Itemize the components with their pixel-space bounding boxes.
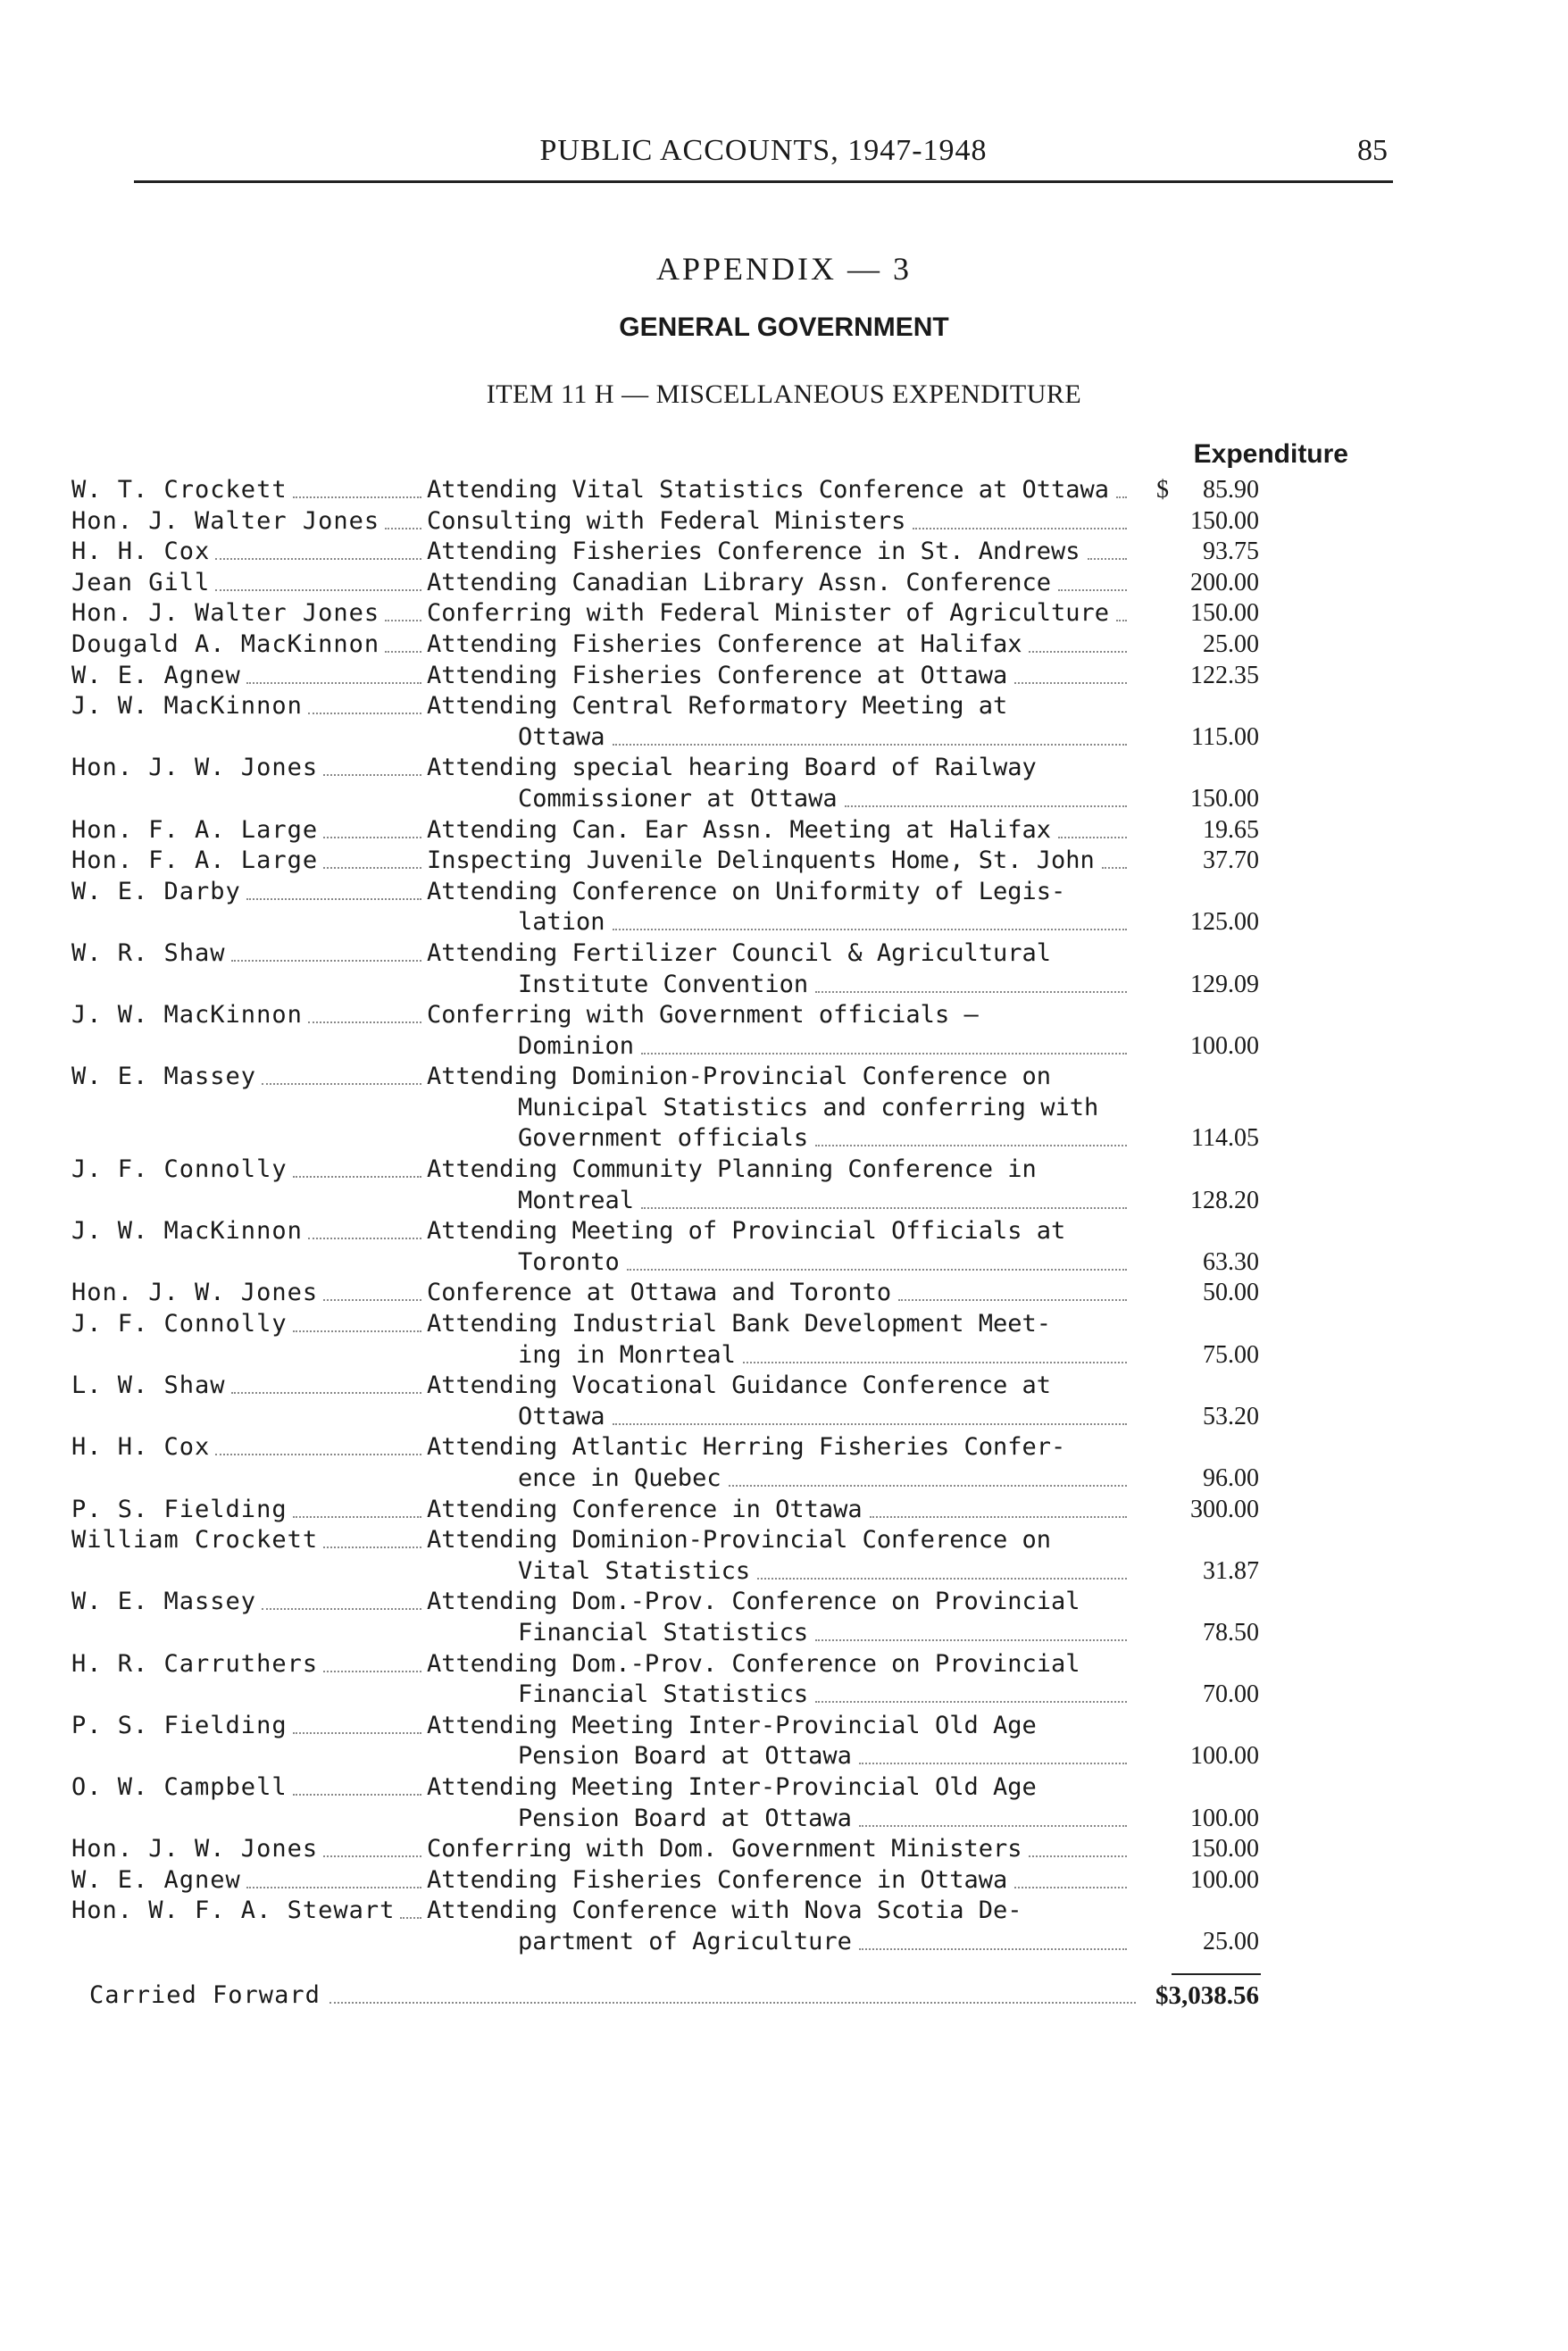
entry-continuation-row — [0, 784, 1568, 815]
leader-dots — [308, 1216, 421, 1239]
carried-forward-total: $3,038.56 — [1155, 1981, 1259, 2010]
entry-row — [0, 1896, 1568, 1927]
entry-description: Attending Can. Ear Assn. Meeting at Halifax — [427, 815, 1051, 844]
entry-row — [0, 1216, 1568, 1247]
leader-dots — [323, 1649, 421, 1672]
entry-row — [0, 1587, 1568, 1618]
leader-dots — [845, 784, 1127, 807]
leader-dots — [323, 1834, 421, 1857]
entry-row — [0, 1309, 1568, 1340]
leader-dots — [1116, 475, 1127, 498]
entry-amount: 100.00 — [1190, 1031, 1259, 1060]
entry-continuation-row — [0, 1031, 1568, 1063]
entry-name: Hon. J. W. Jones — [71, 754, 319, 782]
entry-row — [0, 691, 1568, 722]
entry-name: J. W. MacKinnon — [71, 1001, 303, 1030]
leader-dots — [323, 815, 421, 838]
entry-row — [0, 1772, 1568, 1804]
entry-description: lation — [518, 908, 605, 937]
leader-dots — [215, 568, 421, 591]
entry-row — [0, 506, 1568, 538]
entry-description: Conferring with Dom. Government Ministers — [427, 1835, 1022, 1863]
leader-dots — [293, 1495, 421, 1518]
leader-dots — [293, 1155, 421, 1178]
entry-amount: 300.00 — [1190, 1495, 1259, 1523]
entry-amount: 150.00 — [1190, 599, 1259, 628]
entry-amount: 75.00 — [1203, 1340, 1259, 1369]
leader-dots — [246, 1865, 421, 1888]
entry-continuation-row — [0, 1186, 1568, 1217]
entry-amount: 63.30 — [1203, 1247, 1259, 1276]
entry-row — [0, 1278, 1568, 1309]
entry-description: Attending Vital Statistics Conference at Ottawa — [427, 476, 1110, 504]
entry-row — [0, 1371, 1568, 1402]
entry-name: P. S. Fielding — [71, 1495, 288, 1523]
entry-description: Vital Statistics — [518, 1556, 751, 1585]
entry-row — [0, 753, 1568, 784]
leader-dots — [293, 475, 421, 498]
entry-description: Attending Dom.-Prov. Conference on Provincial — [427, 1649, 1080, 1678]
entry-continuation-row — [0, 1093, 1568, 1124]
entry-description: Conferring with Government officials — — [427, 1001, 979, 1030]
entry-row — [0, 1834, 1568, 1865]
entry-description: Commissioner at Ottawa — [518, 784, 838, 813]
leader-dots — [293, 1772, 421, 1796]
entry-amount: 96.00 — [1203, 1464, 1259, 1492]
entry-description: Toronto — [518, 1247, 620, 1276]
entry-row — [0, 1865, 1568, 1897]
leader-dots — [262, 1062, 421, 1085]
entry-amount: 114.05 — [1191, 1124, 1259, 1153]
entry-row — [0, 877, 1568, 908]
entry-name: William Crockett — [71, 1526, 319, 1555]
leader-dots — [859, 1927, 1127, 1950]
entry-description: Attending Fertilizer Council & Agricultural — [427, 938, 1051, 967]
leader-dots — [385, 598, 421, 621]
entry-amount: 50.00 — [1203, 1279, 1259, 1307]
entry-amount: 125.00 — [1190, 908, 1259, 937]
entry-description: Attending Community Planning Conference in — [427, 1155, 1037, 1184]
leader-dots — [385, 506, 421, 529]
leader-dots — [231, 1371, 421, 1394]
entry-description: Pension Board at Ottawa — [518, 1804, 852, 1832]
entry-amount: 25.00 — [1203, 629, 1259, 658]
entry-name: H. H. Cox — [71, 1433, 211, 1462]
entry-description: Attending Conference in Ottawa — [427, 1495, 863, 1523]
entry-row — [0, 598, 1568, 629]
entry-description: Financial Statistics — [518, 1680, 809, 1709]
entry-description: Financial Statistics — [518, 1618, 809, 1647]
leader-dots — [613, 907, 1127, 930]
entry-amount: 150.00 — [1190, 506, 1259, 535]
entry-continuation-row — [0, 1804, 1568, 1835]
entry-name: L. W. Shaw — [71, 1371, 226, 1400]
entry-amount: 150.00 — [1190, 1835, 1259, 1863]
entry-continuation-row — [0, 1340, 1568, 1371]
entry-continuation-row — [0, 1123, 1568, 1155]
entry-name: Dougald A. MacKinnon — [71, 629, 380, 658]
entry-continuation-row — [0, 722, 1568, 754]
leader-dots — [293, 1711, 421, 1734]
leader-dots — [1116, 598, 1127, 621]
entry-amount: 129.09 — [1190, 970, 1259, 998]
entry-row — [0, 661, 1568, 692]
entry-name: W. T. Crockett — [71, 476, 288, 504]
leader-dots — [246, 661, 421, 684]
entry-amount: 31.87 — [1203, 1556, 1259, 1585]
entry-name: W. E. Massey — [71, 1588, 257, 1616]
leader-dots — [308, 1000, 421, 1023]
entry-description: Attending Industrial Bank Development Meet- — [427, 1310, 1051, 1338]
entry-description: Consulting with Federal Ministers — [427, 506, 906, 535]
entry-continuation-row — [0, 1741, 1568, 1772]
entry-amount: 150.00 — [1190, 784, 1259, 813]
entry-name: P. S. Fielding — [71, 1711, 288, 1739]
entry-amount: 53.20 — [1203, 1402, 1259, 1430]
entry-amount: 100.00 — [1190, 1804, 1259, 1832]
leader-dots — [815, 1680, 1127, 1703]
entry-amount: 25.00 — [1203, 1927, 1259, 1955]
leader-dots — [627, 1247, 1127, 1271]
entry-name: H. R. Carruthers — [71, 1649, 319, 1678]
entry-description: Attending Dominion-Provincial Conference on — [427, 1063, 1051, 1091]
entry-description: Montreal — [518, 1186, 635, 1214]
entry-row — [0, 1649, 1568, 1680]
leader-dots — [323, 846, 421, 869]
entry-description: Attending Dominion-Provincial Conference on — [427, 1526, 1051, 1555]
leader-dots — [613, 1402, 1127, 1425]
section-title: GENERAL GOVERNMENT — [619, 313, 949, 342]
entry-row — [0, 815, 1568, 846]
entry-description: Attending Vocational Guidance Conference at — [427, 1371, 1051, 1400]
entry-name: J. F. Connolly — [71, 1155, 288, 1184]
entry-description: Attending Fisheries Conference at Halifax — [427, 629, 1022, 658]
entry-description: Ottawa — [518, 722, 605, 751]
entry-row — [0, 1000, 1568, 1031]
entry-amount: 200.00 — [1190, 568, 1259, 596]
leader-dots — [308, 691, 421, 714]
leader-dots — [215, 1432, 421, 1455]
leader-dots — [215, 537, 421, 560]
entry-description: Attending Meeting Inter-Provincial Old Age — [427, 1711, 1037, 1739]
entry-description: Dominion — [518, 1031, 635, 1060]
entry-name: Hon. J. W. Jones — [71, 1835, 319, 1863]
entry-description: Attending Canadian Library Assn. Conference — [427, 568, 1051, 596]
entry-name: J. W. MacKinnon — [71, 692, 303, 721]
leader-dots — [757, 1556, 1127, 1580]
entry-description: Attending Meeting Inter-Provincial Old Age — [427, 1772, 1037, 1801]
entry-description: Attending Fisheries Conference at Ottawa — [427, 661, 1008, 689]
leader-dots — [323, 1525, 421, 1548]
entry-description: Attending special hearing Board of Railway — [427, 754, 1037, 782]
entry-continuation-row — [0, 1927, 1568, 1958]
leader-dots — [859, 1804, 1127, 1827]
entry-row — [0, 568, 1568, 599]
leader-dots — [641, 1031, 1127, 1055]
entry-description: Attending Fisheries Conference in Ottawa — [427, 1865, 1008, 1894]
entry-row — [0, 1495, 1568, 1526]
entry-description: Attending Central Reformatory Meeting at — [427, 692, 1008, 721]
entry-row — [0, 1525, 1568, 1556]
leader-dots — [1058, 815, 1127, 838]
entry-name: Hon. F. A. Large — [71, 815, 319, 844]
leader-dots — [1029, 1834, 1127, 1857]
leader-dots — [815, 1123, 1127, 1146]
entry-name: W. E. Agnew — [71, 661, 241, 689]
entry-row — [0, 629, 1568, 661]
leader-dots — [1102, 846, 1127, 869]
entry-row — [0, 1432, 1568, 1463]
entry-amount: 115.00 — [1191, 722, 1259, 751]
entry-row — [0, 1711, 1568, 1742]
entry-description: Attending Atlantic Herring Fisheries Confer- — [427, 1433, 1066, 1462]
leader-dots — [859, 1741, 1127, 1764]
leader-dots — [1029, 629, 1127, 653]
entry-description: Conference at Ottawa and Toronto — [427, 1279, 892, 1307]
entry-continuation-row — [0, 1680, 1568, 1711]
leader-dots — [400, 1896, 421, 1919]
leader-dots — [231, 938, 421, 962]
item-title: ITEM 11 H — MISCELLANEOUS EXPENDITURE — [486, 379, 1082, 409]
leader-dots — [323, 753, 421, 776]
leader-dots — [913, 506, 1127, 529]
entry-row — [0, 537, 1568, 568]
entry-name: Hon. W. F. A. Stewart — [71, 1897, 396, 1925]
leader-dots — [323, 1278, 421, 1301]
entry-amount: 128.20 — [1190, 1186, 1259, 1214]
leader-dots — [1014, 1865, 1127, 1888]
entry-description: Attending Meeting of Provincial Officials at — [427, 1217, 1066, 1246]
leader-dots — [729, 1463, 1127, 1487]
appendix-title: APPENDIX — 3 — [655, 251, 912, 287]
leader-dots — [743, 1340, 1127, 1363]
entry-name: Hon. J. Walter Jones — [71, 599, 380, 628]
entry-description: Institute Convention — [518, 970, 809, 998]
entry-name: J. F. Connolly — [71, 1310, 288, 1338]
leader-dots — [898, 1278, 1127, 1301]
leader-dots — [1088, 537, 1128, 560]
leader-dots — [1014, 661, 1127, 684]
entry-description: Attending Fisheries Conference in St. Andrews — [427, 538, 1080, 566]
leader-dots — [329, 1980, 1136, 2004]
dollar-sign: $ — [1156, 476, 1169, 504]
leader-dots — [262, 1587, 421, 1610]
entry-row — [0, 846, 1568, 877]
entry-amount: 37.70 — [1203, 846, 1259, 875]
entry-name: W. E. Agnew — [71, 1865, 241, 1894]
entry-continuation-row — [0, 1618, 1568, 1649]
entry-continuation-row — [0, 1402, 1568, 1433]
entry-row — [0, 1155, 1568, 1186]
entry-description: Pension Board at Ottawa — [518, 1742, 852, 1771]
entry-description: partment of Agriculture — [518, 1927, 852, 1955]
entry-amount: 93.75 — [1203, 538, 1259, 566]
page-number: 85 — [1357, 134, 1388, 167]
entry-amount: 78.50 — [1203, 1618, 1259, 1647]
entry-description: Ottawa — [518, 1402, 605, 1430]
entry-amount: 70.00 — [1203, 1680, 1259, 1709]
leader-dots — [293, 1309, 421, 1332]
entry-amount: 100.00 — [1190, 1865, 1259, 1894]
leader-dots — [613, 722, 1127, 746]
entry-name: H. H. Cox — [71, 538, 211, 566]
entry-name: W. E. Massey — [71, 1063, 257, 1091]
entry-description: Attending Conference on Uniformity of Legis- — [427, 877, 1066, 905]
running-title: PUBLIC ACCOUNTS, 1947-1948 — [539, 134, 988, 167]
entry-name: J. W. MacKinnon — [71, 1217, 303, 1246]
entry-description: Inspecting Juvenile Delinquents Home, St. John — [427, 846, 1095, 875]
entry-row — [0, 1062, 1568, 1093]
expenditure-column-header: Expenditure — [1193, 439, 1348, 469]
entry-description: ence in Quebec — [518, 1464, 721, 1492]
entry-description: Attending Conference with Nova Scotia De- — [427, 1897, 1022, 1925]
carried-forward-label: Carried Forward — [89, 1981, 321, 2009]
entry-description: Attending Dom.-Prov. Conference on Provincial — [427, 1588, 1080, 1616]
entry-description: ing in Monrteal — [518, 1340, 736, 1369]
page-header — [134, 134, 1393, 183]
entry-continuation-row — [0, 970, 1568, 1001]
leader-dots — [385, 629, 421, 653]
entry-name: Hon. F. A. Large — [71, 846, 319, 875]
entry-row — [0, 475, 1568, 506]
entry-name: Jean Gill — [71, 568, 211, 596]
entry-row — [0, 938, 1568, 970]
total-rule — [1172, 1973, 1261, 1975]
entry-amount: 122.35 — [1190, 661, 1259, 689]
entry-continuation-row — [0, 907, 1568, 938]
entry-continuation-row — [0, 1556, 1568, 1588]
entry-description: Conferring with Federal Minister of Agriculture — [427, 599, 1110, 628]
leader-dots — [641, 1186, 1127, 1209]
leader-dots — [246, 877, 421, 900]
entry-name: O. W. Campbell — [71, 1772, 288, 1801]
leader-dots — [815, 1618, 1127, 1641]
entry-name: Hon. J. W. Jones — [71, 1279, 319, 1307]
entry-name: W. R. Shaw — [71, 938, 226, 967]
entry-amount: 100.00 — [1190, 1742, 1259, 1771]
leader-dots — [870, 1495, 1127, 1518]
leader-dots — [815, 970, 1127, 993]
carried-forward-row — [0, 1980, 1568, 2012]
leader-dots — [1058, 568, 1127, 591]
entry-name: Hon. J. Walter Jones — [71, 506, 380, 535]
entry-description: Municipal Statistics and conferring with — [518, 1093, 1099, 1121]
entry-amount: 85.90 — [1203, 476, 1259, 504]
entry-continuation-row — [0, 1247, 1568, 1279]
entry-amount: 19.65 — [1203, 815, 1259, 844]
expenditure-table — [0, 475, 1568, 1958]
entry-name: W. E. Darby — [71, 877, 241, 905]
entry-description: Government officials — [518, 1124, 809, 1153]
entry-continuation-row — [0, 1463, 1568, 1495]
